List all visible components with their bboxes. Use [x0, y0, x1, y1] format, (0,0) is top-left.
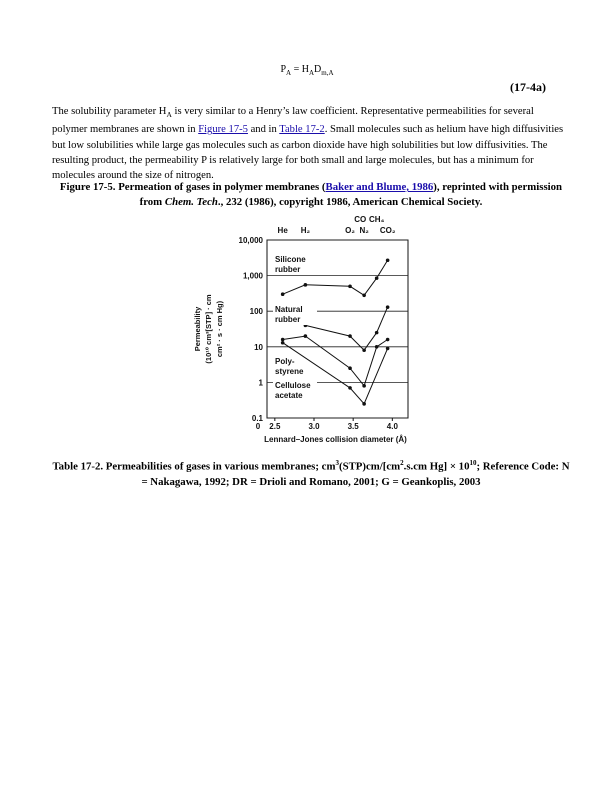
- para-sub: A: [166, 110, 172, 120]
- gas-label: H₂: [300, 226, 311, 235]
- series-line: [305, 307, 387, 350]
- eq-rhs-d: D: [314, 64, 322, 75]
- table-caption-2: (STP)cm/[cm: [338, 460, 401, 473]
- table-caption: [52, 456, 570, 490]
- para-text-3: and in: [247, 124, 280, 136]
- gas-label: CH₄: [368, 215, 385, 224]
- journal-name: Chem. Tech: [164, 196, 218, 208]
- table-caption-sup3: 10: [469, 459, 477, 467]
- data-point: [362, 402, 366, 406]
- series-label: acetate: [275, 391, 303, 400]
- data-point: [348, 334, 352, 338]
- table-caption-1: Table 17-2. Permeabilities of gases in various membranes; cm: [52, 460, 336, 473]
- table-caption-sup1: 3: [335, 459, 339, 467]
- data-point: [348, 366, 352, 370]
- data-point: [304, 334, 308, 338]
- x-tick-label: 3.5: [347, 422, 359, 431]
- gas-label: N₂: [359, 226, 369, 235]
- data-point: [386, 305, 390, 309]
- permeability-figure: [180, 214, 440, 450]
- series-label: rubber: [275, 265, 301, 274]
- y-tick-label: 100: [249, 307, 263, 317]
- gas-label: CO: [354, 215, 367, 224]
- body-paragraph: [52, 104, 570, 183]
- y-axis-title-line: Permeability: [193, 306, 202, 352]
- x-tick-label: 3.0: [308, 422, 320, 431]
- table-caption-sup2: 2: [400, 459, 404, 467]
- data-point: [362, 348, 366, 352]
- eq-lhs-sub: A: [286, 69, 292, 77]
- y-axis-title-line: cm² · s · cm Hg): [215, 300, 224, 358]
- data-point: [281, 338, 285, 342]
- citation-link[interactable]: Baker and Blume, 1986: [325, 181, 434, 193]
- data-point: [362, 384, 366, 388]
- figure-caption: [52, 180, 570, 210]
- series-label: Poly-: [275, 357, 295, 366]
- data-point: [386, 347, 390, 351]
- table-caption-3: .s.cm Hg] × 10: [403, 460, 470, 473]
- series-label: Natural: [275, 305, 303, 314]
- eq-rhs-h: H: [301, 64, 309, 75]
- series-label: Cellulose: [275, 381, 311, 390]
- y-tick-label: 1,000: [242, 271, 263, 281]
- gas-label: He: [277, 226, 288, 235]
- data-point: [281, 292, 285, 296]
- y-axis-title-line: (10¹⁰ cm³[STP] · cm: [204, 294, 213, 364]
- table-link[interactable]: Table 17-2: [279, 124, 325, 136]
- y-tick-label: 10: [254, 342, 263, 352]
- data-point: [304, 283, 308, 287]
- data-point: [386, 258, 390, 262]
- fig-caption-post: ., 232 (1986), copyright 1986, American Chemical Society.: [217, 196, 483, 208]
- data-point: [362, 293, 366, 297]
- equation-number: (17-4a): [510, 80, 546, 94]
- fig-caption-pre: Figure 17-5. Permeation of gases in polymer membranes (: [59, 181, 326, 193]
- data-point: [281, 341, 285, 345]
- figure-link[interactable]: Figure 17-5: [198, 124, 248, 136]
- data-point: [375, 331, 379, 335]
- x-axis-title: Lennard–Jones collision diameter (Å): [264, 435, 407, 444]
- series-label: styrene: [275, 367, 304, 376]
- series-label: Silicone: [275, 255, 306, 264]
- eq-rhs-h-sub: A: [308, 69, 315, 77]
- para-text-1: The solubility parameter H: [52, 106, 167, 117]
- series-label: rubber: [275, 315, 301, 324]
- eq-lhs: P: [280, 64, 287, 75]
- y-tick-label: 10,000: [238, 236, 263, 245]
- fig-caption-mid: ), reprinted with permission from: [139, 181, 563, 208]
- data-point: [348, 386, 352, 390]
- gas-label: CO₂: [379, 226, 396, 235]
- y-tick-label: 1: [258, 378, 263, 388]
- data-point: [348, 285, 352, 289]
- data-point: [375, 345, 379, 349]
- x-tick-label: 2.5: [269, 422, 281, 431]
- para-text-4: . Small molecules such as helium have high diffusivities but low solubilities while large gas molecules such as carbon dioxide have high solubilities but low diffusivities. The resulting product, the permeability P is relatively large for both small and large molecules, but has a minimum for molecules around the size of nitrogen.: [52, 124, 564, 181]
- para-text-2: is very similar to a Henry’s law coefficient. Representative permeabilities for several polymer membranes are shown in: [52, 106, 534, 136]
- data-point: [386, 338, 390, 342]
- y-tick-label: 0.1: [251, 414, 263, 423]
- equation: $P_A = H_AD_{m,A}$: [280, 64, 334, 77]
- x-tick-label: 4.0: [386, 422, 398, 431]
- data-point: [375, 276, 379, 280]
- permeability-chart: [180, 214, 440, 450]
- eq-rhs-d-sub: m,A: [321, 69, 334, 77]
- gas-label: O₂: [345, 226, 355, 235]
- table-caption-4: ; Reference Code: N = Nakagawa, 1992; DR = Drioli and Romano, 2001; G = Geankoplis, 2003: [141, 460, 570, 488]
- x-origin-label: 0: [255, 422, 261, 431]
